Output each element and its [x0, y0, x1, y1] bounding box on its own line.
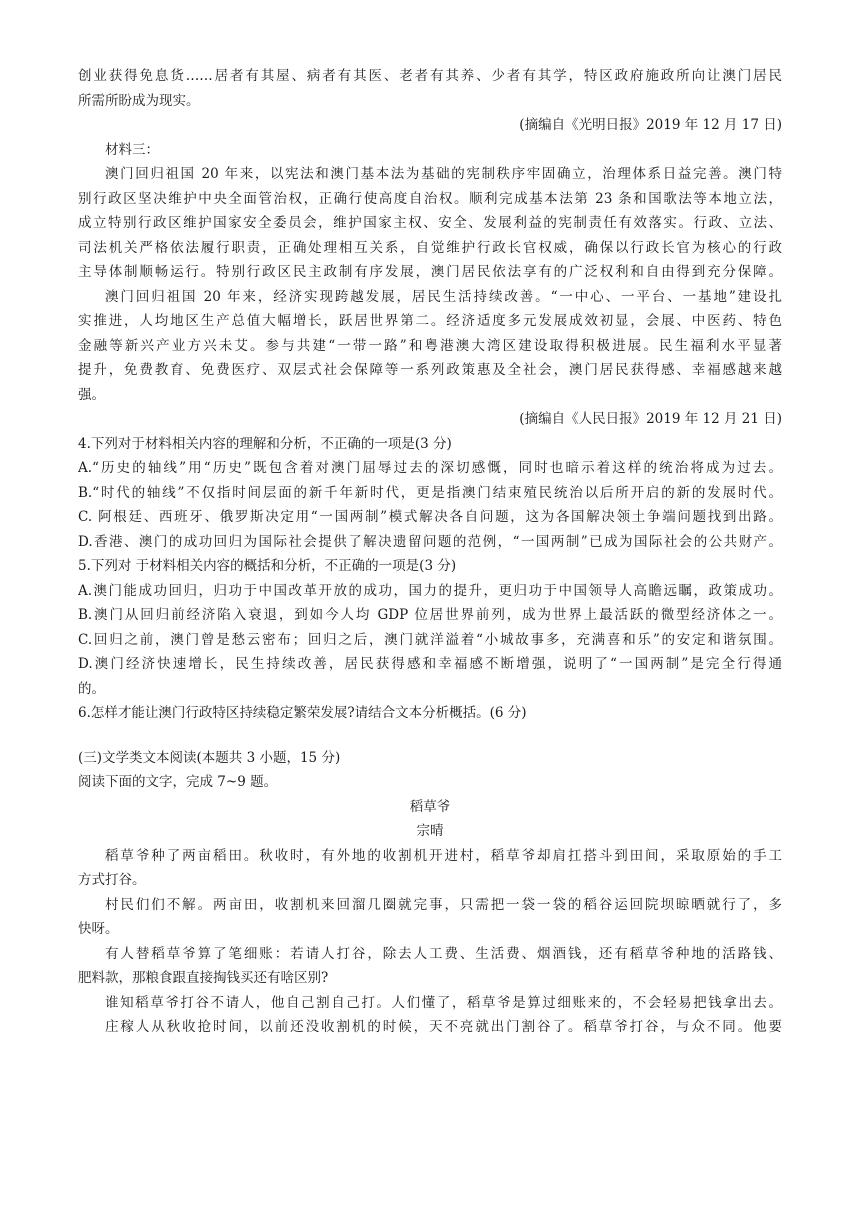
question-5-option-b: B.澳门从回归前经济陷入衰退，到如今人均 GDP 位居世界前列，成为世界上最活跃的微型经济体之一。 — [78, 607, 782, 623]
text-line: 强。 — [78, 386, 105, 403]
text-line: 实推进，人均地区生产总值大幅增长，跃居世界第二。经济适度多元发展成效初显，会展、中医药、特色 — [78, 313, 782, 329]
text-line: 所需所盼成为现实。 — [78, 92, 200, 109]
question-4-option-b: B.“时代的轴线”不仅指时间层面的新千年新时代，更是指澳门结束殖民统治以后所开启的新的发展时代。 — [78, 484, 782, 501]
question-5-option-a: A.澳门能成功回归，归功于中国改革开放的成功，国力的提升，更归功于中国领导人高瞻远瞩，政策成功。 — [78, 582, 782, 599]
text-line: 澳门回归祖国 20 年来，经济实现跨越发展，居民生活持续改善。“一中心、一平台、一基地”建设扎 — [105, 288, 782, 305]
material-heading: 材料三： — [105, 141, 159, 158]
text-line: 主导体制顺畅运行。特别行政区民主政制有序发展，澳门居民依法享有的广泛权利和自由得到充分保障。 — [78, 264, 782, 280]
text-line: 司法机关严格依法履行职责，正确处理相互关系，自觉维护行政长官权威，确保以行政长官为核心的行政 — [78, 239, 782, 256]
section-instruction: 阅读下面的文字，完成 7~9 题。 — [78, 774, 278, 790]
question-5-option-d-cont: 的。 — [78, 680, 105, 697]
source-citation: (摘编自《光明日报》2019 年 12 月 17 日) — [519, 117, 782, 133]
question-5-option-c: C.回归之前，澳门曾是愁云密布；回归之后，澳门就洋溢着“小城故事多，充满喜和乐”的安定和谐氛围。 — [78, 631, 782, 648]
source-citation: (摘编自《人民日报》2019 年 12 月 21 日) — [519, 411, 782, 427]
text-line: 方式打谷。 — [78, 872, 146, 888]
text-line: 快呀。 — [78, 921, 119, 937]
text-line: 村民们们不解。两亩田，收割机来回溜几圈就完事，只需把一袋一袋的稻谷运回院坝晾晒就行了，多 — [105, 896, 782, 913]
text-line: 金融等新兴产业方兴未艾。参与共建“一带一路”和粤港澳大湾区建设取得积极进展。民生福利水平显著 — [78, 337, 782, 354]
question-5-option-d: D.澳门经济快速增长，民生持续改善，居民获得感和幸福感不断增强，说明了“一国两制”是完全行得通 — [78, 656, 782, 672]
text-line: 创业获得免息货……居者有其屋、病者有其医、老者有其养、少者有其学，特区政府施政所向让澳门居民 — [78, 68, 782, 84]
text-line: 肥料款，那粮食跟直接掏钱买还有啥区别? — [78, 970, 329, 986]
text-line: 谁知稻草爷打谷不请人，他自己割自己打。人们懂了，稻草爷是算过细账来的，不会轻易把钱拿出去。 — [105, 994, 782, 1011]
text-line: 提升，免费教育、免费医疗、双层式社会保障等一系列政策惠及全社会，澳门居民获得感、幸福感越来越 — [78, 362, 782, 378]
story-author: 宗晴 — [416, 823, 444, 839]
question-4-option-d: D.香港、澳门的成功回归为国际社会提供了解决遗留问题的范例，“一国两制”已成为国际社会的公共财产。 — [78, 533, 782, 550]
question-4-option-c: C. 阿根廷、西班牙、俄罗斯决定用“一国两制”模式解决各自问题，这为各国解决领土争端问题找到出路。 — [78, 509, 782, 525]
question-5-stem: 5.下列对 于材料相关内容的概括和分析，不正确的一项是(3 分) — [78, 558, 457, 574]
question-6: 6.怎样才能让澳门行政特区持续稳定繁荣发展?请结合文本分析概括。(6 分) — [78, 705, 527, 721]
story-title: 稻草爷 — [409, 798, 451, 815]
text-line: 别行政区坚决维护中央全面管治权，正确行使高度自治权。顺利完成基本法第 23 条和国歌法等本地立法， — [78, 190, 782, 207]
question-4-option-a: A.“历史的轴线”用“历史”既包含着对澳门屈辱过去的深切感慨，同时也暗示着这样的统治将成为过去。 — [78, 460, 782, 476]
section-heading: (三)文学类文本阅读(本题共 3 小题，15 分) — [78, 749, 341, 766]
text-line: 稻草爷种了两亩稻田。秋收时，有外地的收割机开进村，稻草爷却肩扛搭斗到田间，采取原始的手工 — [105, 847, 782, 864]
text-line: 成立特别行政区维护国家安全委员会，维护国家主权、安全、发展利益的宪制责任有效落实。行政、立法、 — [78, 215, 782, 231]
question-4-stem: 4.下列对于材料相关内容的理解和分析，不正确的一项是(3 分) — [78, 435, 452, 452]
document-page — [78, 64, 782, 1040]
text-line: 庄稼人从秋收抢时间，以前还没收割机的时候，天不亮就出门割谷了。稻草爷打谷，与众不同。他要 — [105, 1019, 782, 1035]
text-line: 有人替稻草爷算了笔细账：若请人打谷，除去人工费、生活费、烟酒钱，还有稻草爷种地的活路钱、 — [105, 945, 782, 962]
text-line: 澳门回归祖国 20 年来，以宪法和澳门基本法为基础的宪制秩序牢固确立，治理体系日益完善。澳门特 — [105, 166, 782, 182]
